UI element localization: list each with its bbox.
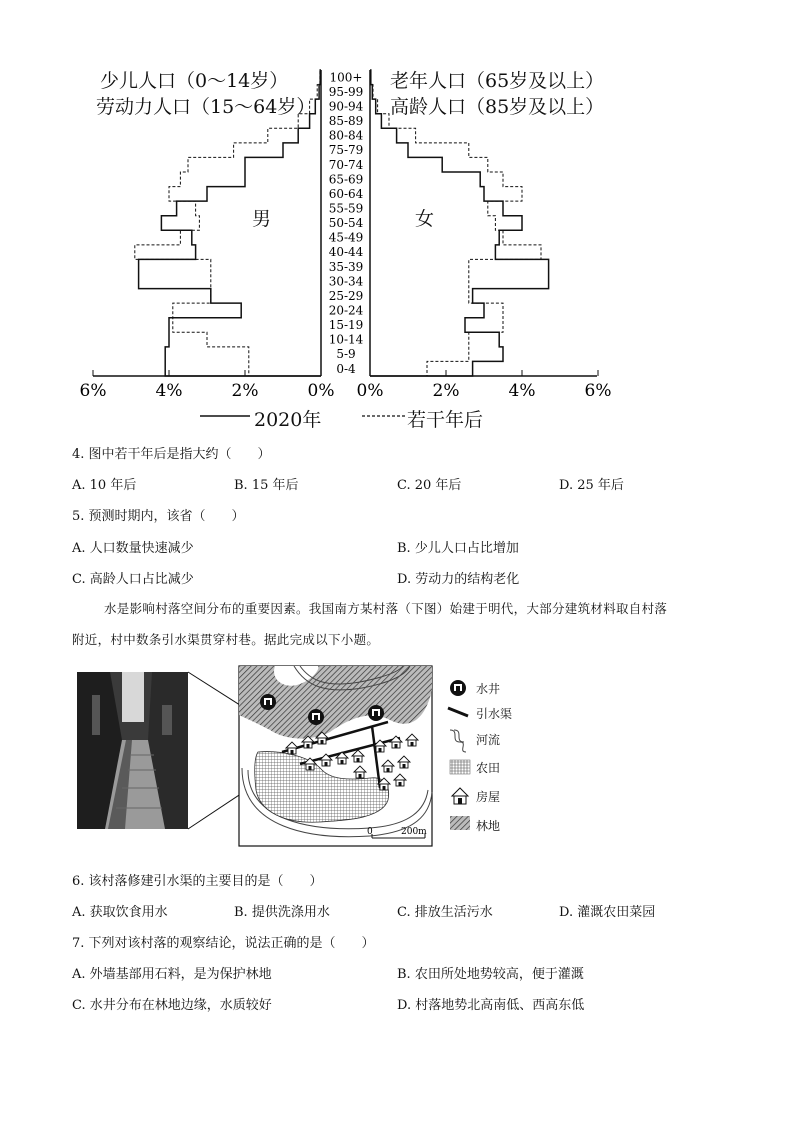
village-map xyxy=(239,666,432,846)
well-icon xyxy=(308,709,324,725)
q4-option-c[interactable]: C. 20 年后 xyxy=(397,478,462,493)
age-label: 65-69 xyxy=(328,172,364,187)
question-7-stem: 7. 下列对该村落的观察结论，说法正确的是（ ） xyxy=(72,936,375,951)
age-label: 40-44 xyxy=(328,245,364,260)
q6-option-d[interactable]: D. 灌溉农田菜园 xyxy=(559,905,656,920)
legend-house: 房屋 xyxy=(476,790,501,804)
question-6-stem: 6. 该村落修建引水渠的主要目的是（ ） xyxy=(72,874,323,889)
legend-river: 河流 xyxy=(476,733,501,747)
legend-very-old: 高龄人口（85岁及以上） xyxy=(390,96,605,118)
female-tick-label: 6% xyxy=(584,381,612,401)
q7-option-a[interactable]: A. 外墙基部用石料，是为保护林地 xyxy=(72,967,272,982)
age-label: 95-99 xyxy=(328,84,364,99)
age-label: 60-64 xyxy=(328,186,364,201)
male-tick-label: 0% xyxy=(307,381,335,401)
legend-farmland: 农田 xyxy=(476,761,501,775)
age-label: 90-94 xyxy=(328,99,364,114)
q6-option-b[interactable]: B. 提供洗涤用水 xyxy=(234,905,330,920)
house-legend-icon xyxy=(452,788,468,804)
male-tick-label: 6% xyxy=(79,381,107,401)
passage-line-2: 附近，村中数条引水渠贯穿村巷。据此完成以下小题。 xyxy=(72,632,380,647)
well-icon xyxy=(260,694,276,710)
map-legend xyxy=(446,674,566,844)
question-5-stem: 5. 预测时期内，该省（ ） xyxy=(72,509,245,524)
population-pyramid xyxy=(0,0,794,440)
q6-option-c[interactable]: C. 排放生活污水 xyxy=(397,905,493,920)
scale-zero: 0 xyxy=(367,827,373,837)
alley-photo xyxy=(77,672,188,829)
age-label: 75-79 xyxy=(328,143,364,158)
age-label: 80-84 xyxy=(328,128,364,143)
legend-child: 少儿人口（0～14岁） xyxy=(100,70,289,92)
age-label: 50-54 xyxy=(328,216,364,231)
canal-legend-icon xyxy=(448,708,468,719)
q5-option-b[interactable]: B. 少儿人口占比增加 xyxy=(397,541,519,556)
passage-line-1: 水是影响村落空间分布的重要因素。我国南方某村落（下图）始建于明代，大部分建筑材料取自村落 xyxy=(104,601,668,616)
age-label: 10-14 xyxy=(328,332,364,347)
age-label: 85-89 xyxy=(328,114,364,129)
scale-200m: 200m xyxy=(401,827,427,837)
q7-option-d[interactable]: D. 村落地势北高南低、西高东低 xyxy=(397,998,585,1013)
legend-forest: 林地 xyxy=(476,819,501,833)
legend-canal: 引水渠 xyxy=(476,707,513,721)
age-label: 70-74 xyxy=(328,157,364,172)
q4-option-d[interactable]: D. 25 年后 xyxy=(559,478,624,493)
male-tick-label: 4% xyxy=(155,381,183,401)
age-label: 5-9 xyxy=(336,347,356,362)
q5-option-c[interactable]: C. 高龄人口占比减少 xyxy=(72,572,194,587)
q7-option-b[interactable]: B. 农田所处地势较高，便于灌溉 xyxy=(397,967,584,982)
female-tick-label: 0% xyxy=(356,381,384,401)
legend-future-label: 若干年后 xyxy=(407,409,484,431)
female-tick-label: 2% xyxy=(432,381,460,401)
age-label: 45-49 xyxy=(328,230,364,245)
age-label: 30-34 xyxy=(328,274,364,289)
legend-elderly: 老年人口（65岁及以上） xyxy=(390,70,605,92)
male-tick-label: 2% xyxy=(231,381,259,401)
q5-option-d[interactable]: D. 劳动力的结构老化 xyxy=(397,572,520,587)
q7-option-c[interactable]: C. 水井分布在林地边缘，水质较好 xyxy=(72,998,272,1013)
well-legend-icon xyxy=(450,680,466,696)
legend-well: 水井 xyxy=(476,682,501,696)
village-photo-and-map xyxy=(70,660,470,850)
age-label: 0-4 xyxy=(336,361,356,376)
q4-option-a[interactable]: A. 10 年后 xyxy=(72,478,137,493)
age-label: 15-19 xyxy=(328,318,364,333)
legend-labor: 劳动力人口（15～64岁） xyxy=(96,96,316,118)
age-label: 55-59 xyxy=(328,201,364,216)
q5-option-a[interactable]: A. 人口数量快速减少 xyxy=(72,541,194,556)
male-label: 男 xyxy=(252,208,272,230)
age-label: 35-39 xyxy=(328,259,364,274)
female-label: 女 xyxy=(415,208,435,230)
age-label: 20-24 xyxy=(328,303,364,318)
river-legend-icon xyxy=(450,730,466,752)
question-4-stem: 4. 图中若干年后是指大约（ ） xyxy=(72,447,271,462)
village-figure xyxy=(70,660,470,850)
q6-option-a[interactable]: A. 获取饮食用水 xyxy=(72,905,168,920)
well-icon xyxy=(368,705,384,721)
q4-option-b[interactable]: B. 15 年后 xyxy=(234,478,299,493)
age-label: 100+ xyxy=(329,70,363,85)
age-label: 25-29 xyxy=(328,288,364,303)
forest-legend-icon xyxy=(450,816,470,830)
legend-2020-label: 2020年 xyxy=(254,409,322,431)
female-tick-label: 4% xyxy=(508,381,536,401)
